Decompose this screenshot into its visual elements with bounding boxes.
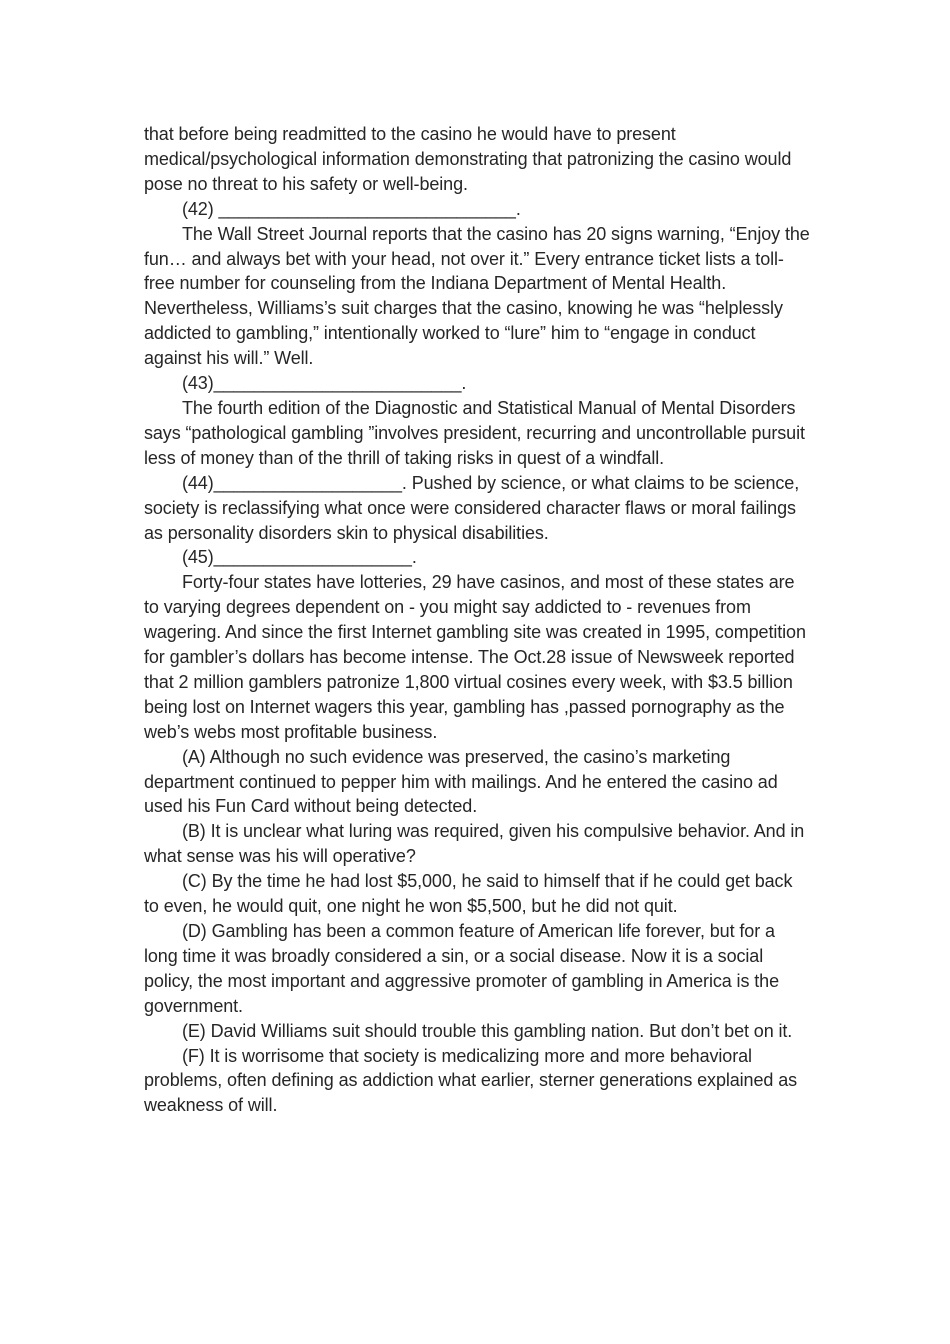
paragraph-lotteries: Forty-four states have lotteries, 29 have casinos, and most of these states are to varying degrees dependent on - you might say addicted to - revenues from wagering. And since the first Internet gambling site was created in 1995, competition for gambler’s dollars has become intense. The Oct.28 issue of Newsweek reported that 2 million gamblers patronize 1,800 virtual cosines every week, with $3.5 billion being lost on Internet wagers this year, gambling has ,passed pornography as the web’s webs most profitable business. <box>144 572 806 742</box>
paragraph-diagnostic-manual: The fourth edition of the Diagnostic and Statistical Manual of Mental Disorders says “pathological gambling ”involves president, recurring and uncontrollable pursuit less of money than of the thrill of taking risks in quest of a windfall. <box>144 397 805 468</box>
blank-43: (43)_________________________. <box>182 373 467 394</box>
option-b: (B) It is unclear what luring was required, given his compulsive behavior. And in what sense was his will operative? <box>144 821 805 867</box>
option-f: (F) It is worrisome that society is medicalizing more and more behavioral problems, often defining as addiction what earlier, sterner generations explained as weakness of will. <box>144 1045 798 1116</box>
blank-44: (44)___________________. Pushed by science, or what claims to be science, society is reclassifying what once were considered character flaws or moral failings as personality disorders skin to physical disabilities. <box>144 472 800 543</box>
option-e: (E) David Williams suit should trouble this gambling nation. But don’t bet on it. <box>182 1020 793 1041</box>
document-body <box>144 122 810 1118</box>
option-c: (C) By the time he had lost $5,000, he said to himself that if he could get back to even, he would quit, one night he won $5,500, but he did not quit. <box>144 871 793 917</box>
paragraph-continuation: that before being readmitted to the casino he would have to present medical/psychological information demonstrating that patronizing the casino would pose no threat to his safety or well-being. <box>144 124 792 194</box>
option-a: (A) Although no such evidence was preserved, the casino’s marketing department continued to pepper him with mailings. And he entered the casino ad used his Fun Card without being detected. <box>144 746 778 817</box>
paragraph-wall-street-journal: The Wall Street Journal reports that the casino has 20 signs warning, “Enjoy the fun… and always bet with your head, not over it.” Every entrance ticket lists a toll-free number for counseling from the Indiana Department of Mental Health. Nevertheless, Williams’s suit charges that the casino, knowing he was “helplessly addicted to gambling,” intentionally worked to “lure” him to “engage in conduct against his will.” Well. <box>144 223 810 369</box>
blank-42: (42) ______________________________. <box>182 198 521 219</box>
blank-45: (45)____________________. <box>182 547 417 568</box>
option-d: (D) Gambling has been a common feature of American life forever, but for a long time it was broadly considered a sin, or a social disease. Now it is a social policy, the most important and aggressive promoter of gambling in America is the government. <box>144 921 779 1016</box>
